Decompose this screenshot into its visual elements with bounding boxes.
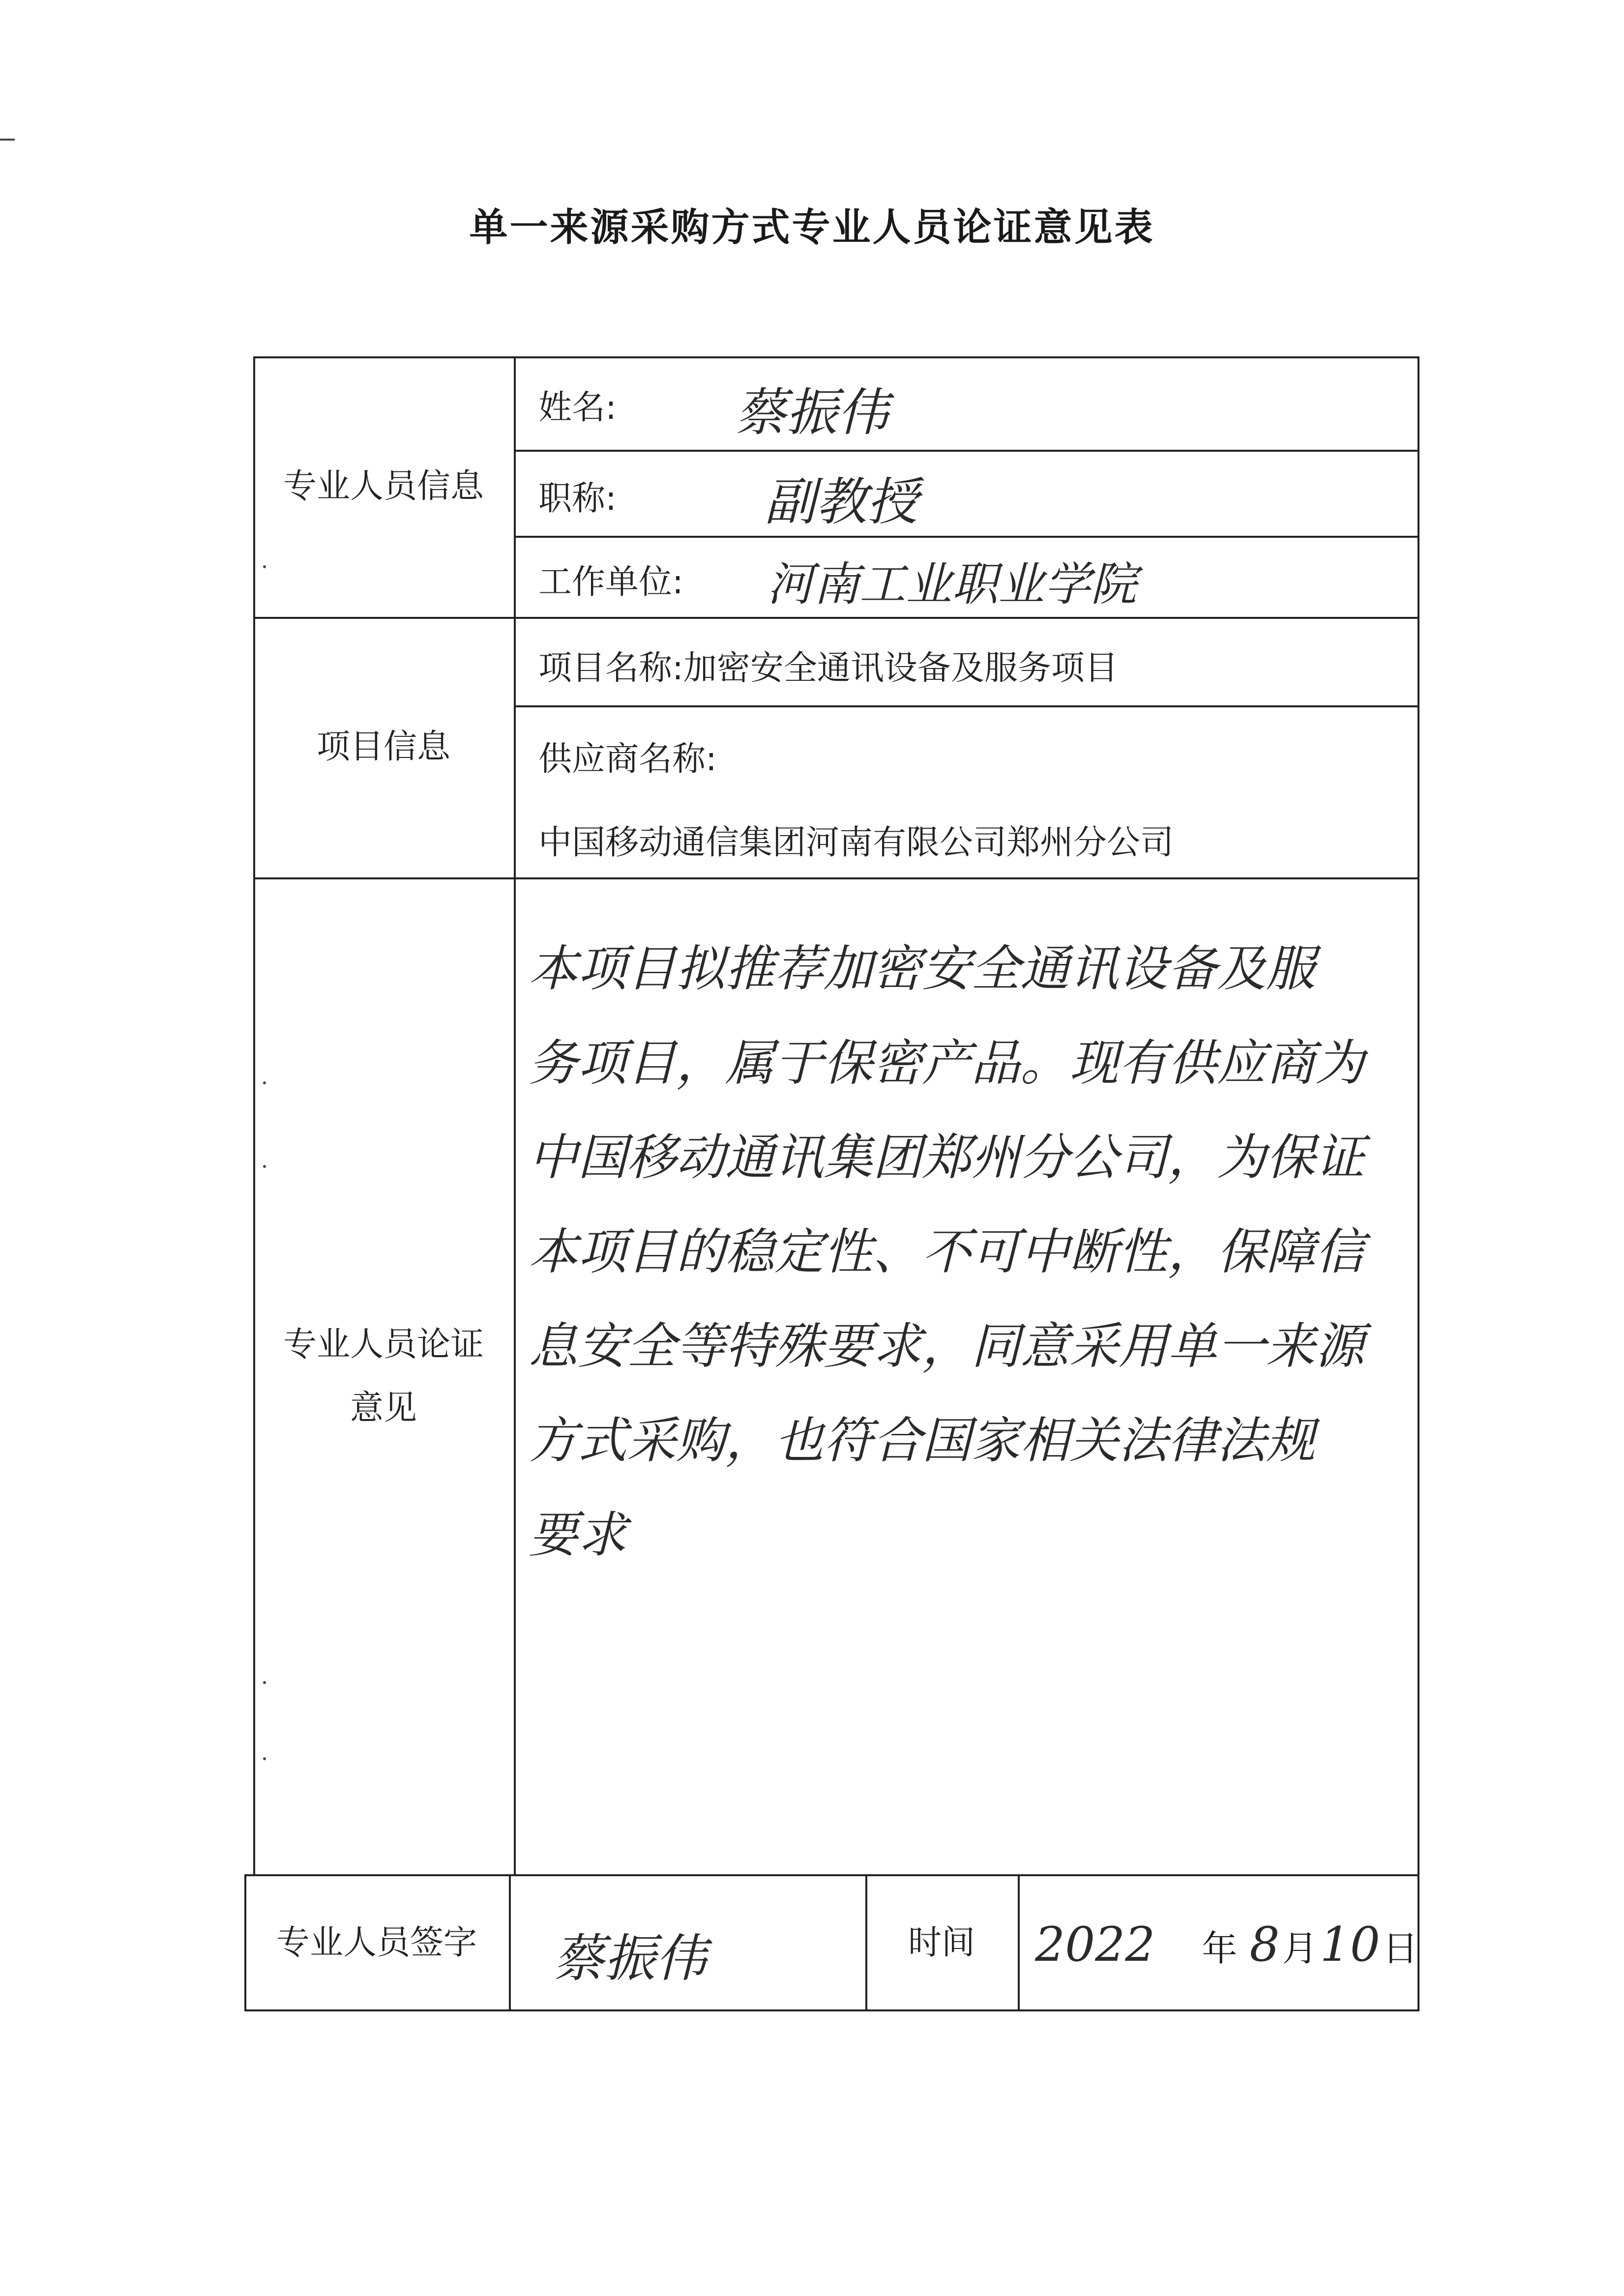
name-label: 姓名: — [538, 388, 617, 427]
opinion-line: 息安全等特殊要求，同意采用单一来源 — [529, 1317, 1364, 1375]
project-name-value: 加密安全通讯设备及服务项目 — [683, 649, 1118, 688]
employer-value: 河南工业职业学院 — [767, 558, 1137, 611]
scan-artifact — [263, 565, 266, 568]
date-year: 2022 — [1035, 1917, 1155, 1972]
project-name-label-text: 项目名称: — [538, 649, 683, 688]
date-label: 时间 — [908, 1923, 975, 1962]
title-label: 职称: — [538, 479, 617, 518]
opinion-section-label — [253, 877, 514, 1875]
personnel-row-divider-2 — [514, 536, 1418, 538]
date-month: 8 — [1249, 1917, 1280, 1972]
scan-artifact — [263, 1757, 266, 1760]
signature-label: 专业人员签字 — [276, 1923, 477, 1962]
scan-artifact — [263, 1165, 266, 1168]
name-value: 蔡振伟 — [735, 382, 889, 442]
employer-label: 工作单位: — [538, 563, 683, 602]
scan-artifact — [0, 139, 15, 141]
opinion-text — [529, 922, 1394, 1582]
project-name-label — [538, 641, 1118, 689]
form-border-right — [1417, 356, 1419, 2011]
title-value: 副教授 — [765, 472, 918, 532]
opinion-line: 中国移动通讯集团郑州分公司，为保证 — [529, 1129, 1364, 1186]
opinion-label-line-1: 专业人员论证 — [283, 1325, 484, 1364]
personnel-section-label: 专业人员信息 — [283, 467, 484, 506]
scan-artifact — [263, 1681, 266, 1684]
project-row-divider — [514, 705, 1418, 707]
personnel-row-divider-1 — [514, 450, 1418, 452]
opinion-line: 本项目拟推荐加密安全通讯设备及服 — [529, 940, 1315, 997]
page-title: 单一来源采购方式专业人员论证意见表 — [469, 205, 1155, 250]
opinion-line: 方式采购，也符合国家相关法律法规 — [529, 1412, 1315, 1469]
project-section-label: 项目信息 — [316, 727, 450, 767]
date-day: 10 — [1320, 1917, 1380, 1972]
opinion-form — [253, 356, 1418, 2010]
opinion-line: 务项目，属于保密产品。现有供应商为 — [529, 1034, 1364, 1092]
date-day-unit: 日 — [1383, 1928, 1418, 1969]
signature-value: 蔡振伟 — [553, 1928, 707, 1988]
signature-label-divider — [509, 1874, 511, 2011]
opinion-label-line-2: 意见 — [350, 1389, 417, 1427]
date-month-unit: 月 — [1282, 1928, 1318, 1969]
scan-artifact — [263, 1081, 266, 1084]
opinion-line: 要求 — [529, 1506, 627, 1564]
supplier-value: 中国移动通信集团河南有限公司郑州分公司 — [538, 823, 1174, 862]
opinion-line: 本项目的稳定性、不可中断性，保障信 — [529, 1223, 1364, 1280]
date-year-unit: 年 — [1202, 1928, 1238, 1969]
label-column-divider — [514, 356, 516, 1875]
date-value — [1035, 1917, 1418, 1972]
date-value-divider — [1018, 1874, 1020, 2011]
supplier-label: 供应商名称: — [538, 740, 717, 779]
